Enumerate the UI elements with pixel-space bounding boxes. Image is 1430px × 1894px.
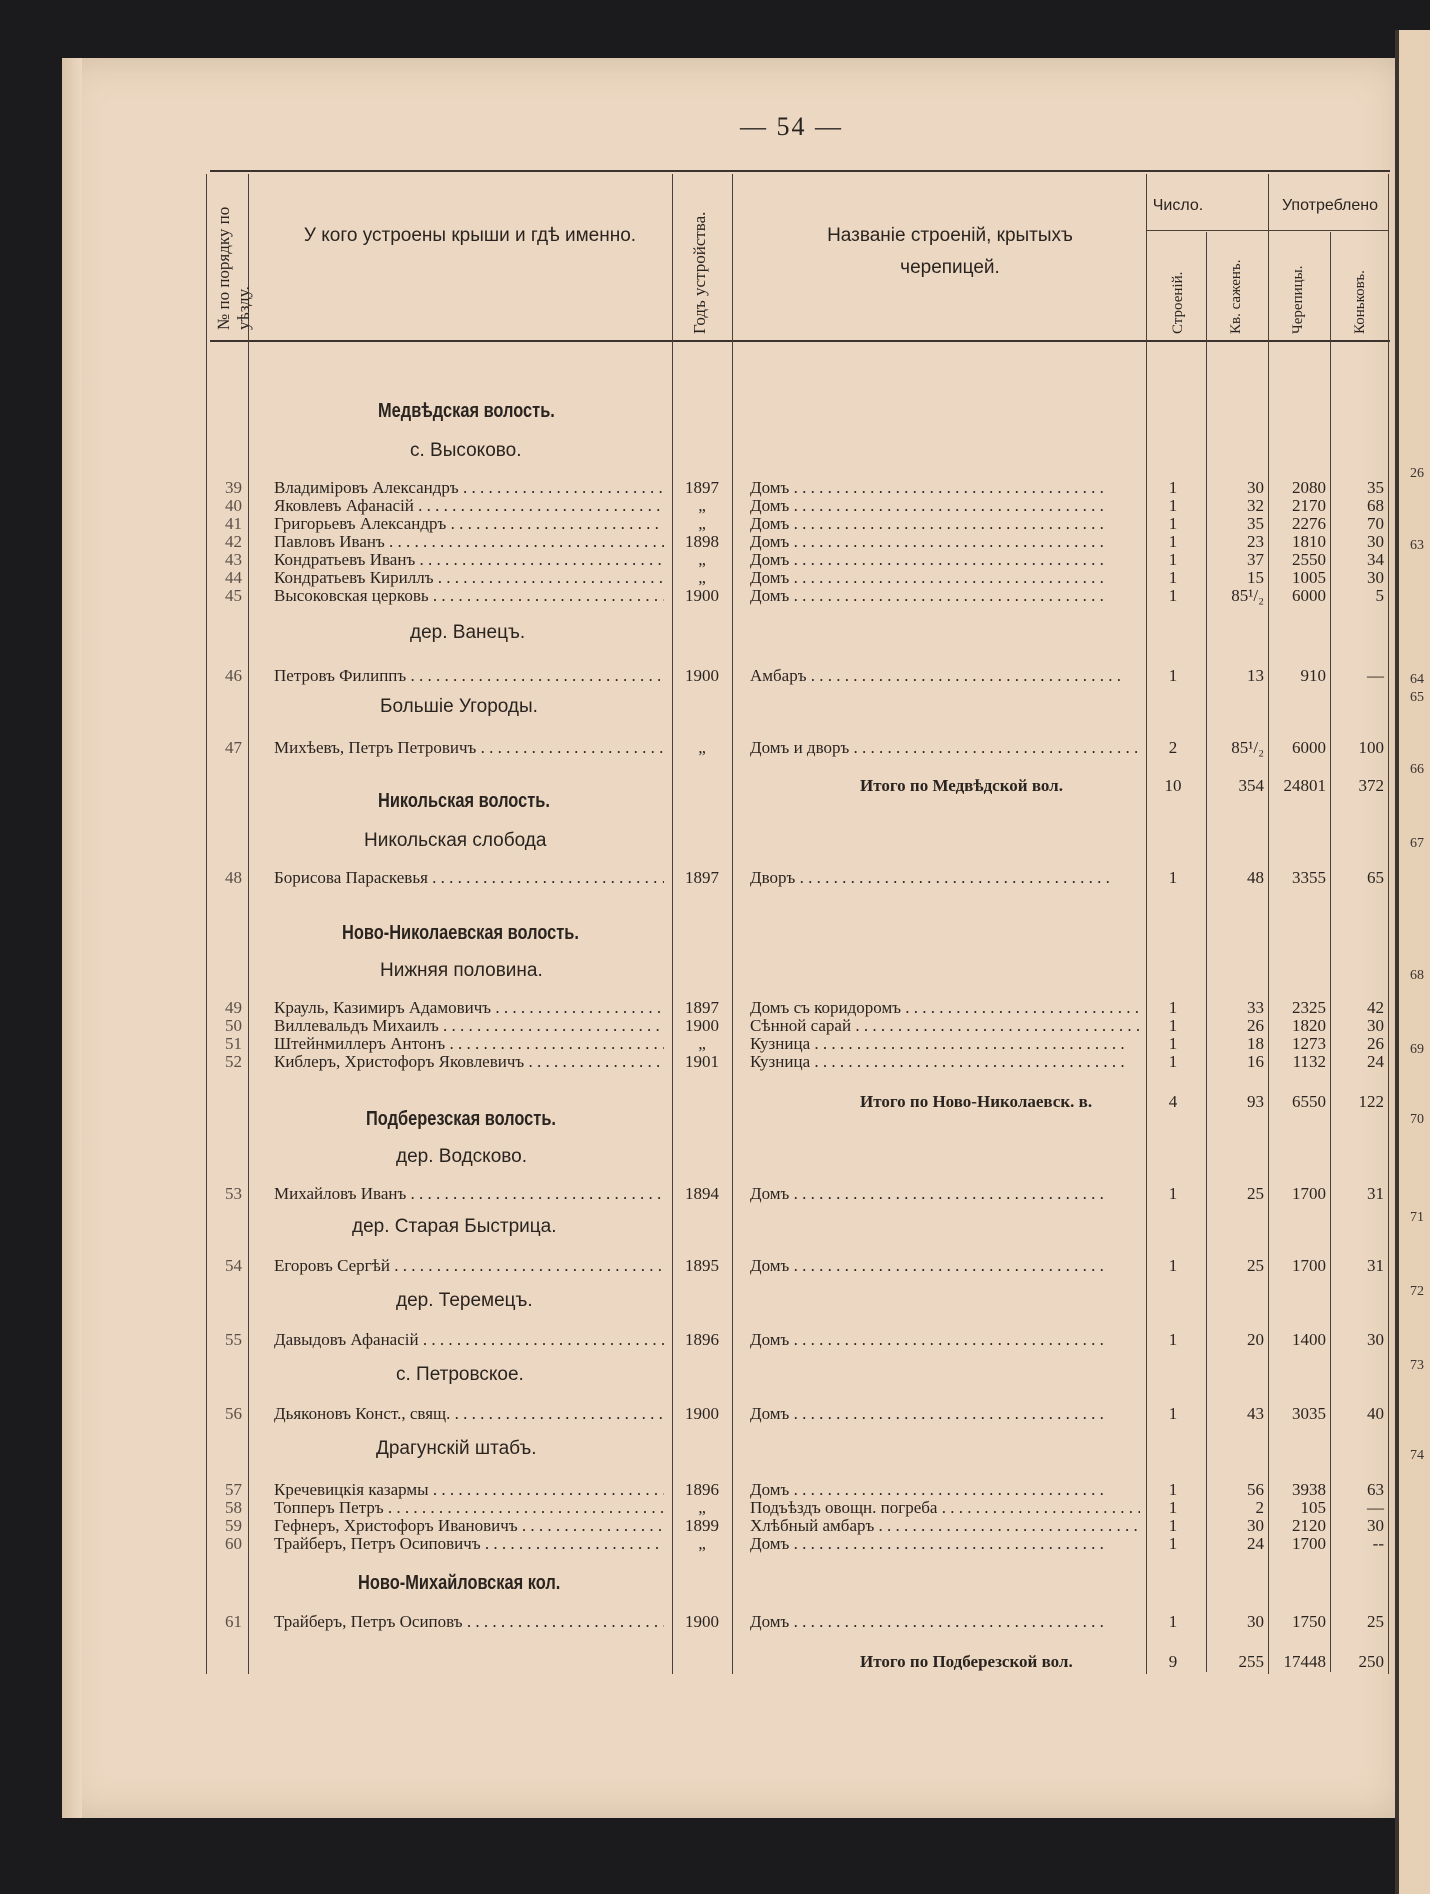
building-type: Амбаръ . . . (750, 666, 1140, 686)
tiles-count: 2276 (1292, 514, 1326, 533)
tiles-count: 2120 (1292, 1516, 1326, 1535)
ridge-count: 30 (1367, 1330, 1384, 1349)
area-sazhen: 26 (1247, 1016, 1264, 1035)
tiles-count: 6000 (1292, 738, 1326, 757)
buildings-count: 1 (1168, 1480, 1178, 1499)
row-number: 52 (225, 1052, 242, 1071)
header-col-buildings: Строеній. (1170, 271, 1186, 334)
area-sazhen: 23 (1247, 532, 1264, 551)
owner-name: Михайловъ Иванъ . . . (274, 1184, 664, 1204)
row-number: 45 (225, 586, 242, 605)
row-number: 61 (225, 1612, 242, 1631)
tiles-count: 3938 (1292, 1480, 1326, 1499)
owner-name: Кондратьевъ Иванъ . . . (274, 550, 664, 570)
next-page-edge (1395, 30, 1430, 1894)
area-sazhen: 85¹/₂ (1231, 586, 1264, 605)
area-sazhen: 30 (1247, 1612, 1264, 1631)
owner-name: Кречевицкія казармы . . . (274, 1480, 664, 1500)
building-type: Домъ . . . (750, 478, 1140, 498)
year-built: 1901 (685, 1052, 719, 1071)
page-edge (62, 58, 82, 1818)
table-header-rule (210, 340, 1390, 342)
section-title: Медвѣдская волость. (378, 400, 555, 422)
buildings-count: 1 (1168, 666, 1178, 685)
area-sazhen: 33 (1247, 998, 1264, 1017)
page-number: — 54 — (740, 112, 843, 141)
building-type: Домъ . . . (750, 1480, 1140, 1500)
margin-number: 74 (1410, 1448, 1424, 1463)
ridge-count: 24 (1367, 1052, 1384, 1071)
building-type: Домъ и дворъ . . . (750, 738, 1140, 758)
year-built: 1895 (685, 1256, 719, 1275)
tiles-count: 1400 (1292, 1330, 1326, 1349)
year-built: 1896 (685, 1480, 719, 1499)
tiles-count: 1005 (1292, 568, 1326, 587)
area-sazhen: 15 (1247, 568, 1264, 587)
header-col-tiles: Черепицы. (1290, 265, 1306, 334)
col-line (1146, 174, 1147, 1674)
owner-name: Егоровъ Сергѣй . . . (274, 1256, 664, 1276)
owner-name: Григорьевъ Александръ . . . (274, 514, 664, 534)
tiles-count: 105 (1300, 1498, 1326, 1517)
area-sazhen: 35 (1247, 514, 1264, 533)
header-col-year: Годъ устройства. (690, 211, 709, 334)
building-type: Подъѣздъ овощн. погреба . . . (750, 1498, 1140, 1518)
owner-name: Виллевальдъ Михаилъ . . . (274, 1016, 664, 1036)
year-built: 1897 (685, 478, 719, 497)
area-sazhen: 37 (1247, 550, 1264, 569)
tiles-count: 6000 (1292, 586, 1326, 605)
area-sazhen: 32 (1247, 496, 1264, 515)
row-number: 48 (225, 868, 242, 887)
ridge-count: 25 (1367, 1612, 1384, 1631)
year-built: 1900 (685, 1016, 719, 1035)
margin-number: 69 (1410, 1042, 1424, 1057)
ridge-count: 31 (1367, 1256, 1384, 1275)
building-type: Домъ съ коридоромъ . . . (750, 998, 1140, 1018)
total-label: Итого по Ново-Николаевск. в. (860, 1092, 1093, 1111)
margin-number: 70 (1410, 1112, 1424, 1127)
row-number: 53 (225, 1184, 242, 1203)
ridge-count: 63 (1367, 1480, 1384, 1499)
year-built: „ (698, 738, 706, 757)
year-built: „ (698, 568, 706, 587)
col-line (1206, 232, 1207, 1672)
place-title: с. Высоково. (410, 440, 522, 461)
ridge-count: 5 (1375, 586, 1384, 605)
place-title: Никольская слобода (364, 830, 547, 851)
owner-name: Петровъ Филиппъ . . . (274, 666, 664, 686)
row-number: 46 (225, 666, 242, 685)
total-tiles: 17448 (1283, 1652, 1326, 1671)
buildings-count: 1 (1168, 868, 1178, 887)
ridge-count: 34 (1367, 550, 1384, 569)
section-title: Подберезская волость. (366, 1108, 556, 1130)
ridge-count: 65 (1367, 868, 1384, 887)
buildings-count: 1 (1168, 998, 1178, 1017)
ridge-count: 100 (1358, 738, 1384, 757)
area-sazhen: 25 (1247, 1184, 1264, 1203)
row-number: 59 (225, 1516, 242, 1535)
total-ridge: 122 (1358, 1092, 1384, 1111)
year-built: 1900 (685, 586, 719, 605)
row-number: 40 (225, 496, 242, 515)
tiles-count: 1700 (1292, 1256, 1326, 1275)
building-type: Домъ . . . (750, 1612, 1140, 1632)
area-sazhen: 24 (1247, 1534, 1264, 1553)
total-area: 354 (1238, 776, 1264, 795)
header-col-owner: У кого устроены крыши и гдѣ именно. (303, 225, 637, 246)
buildings-count: 1 (1168, 1516, 1178, 1535)
building-type: Домъ . . . (750, 550, 1140, 570)
row-number: 41 (225, 514, 242, 533)
ridge-count: 70 (1367, 514, 1384, 533)
tiles-count: 910 (1300, 666, 1326, 685)
area-sazhen: 43 (1247, 1404, 1264, 1423)
total-ridge: 372 (1358, 776, 1384, 795)
owner-name: Яковлевъ Афанасій . . . (274, 496, 664, 516)
header-col-ridge: Коньковъ. (1352, 270, 1368, 334)
buildings-count: 1 (1168, 1498, 1178, 1517)
year-built: 1900 (685, 666, 719, 685)
buildings-count: 1 (1168, 514, 1178, 533)
margin-number: 26 (1410, 466, 1424, 481)
year-built: 1900 (685, 1404, 719, 1423)
owner-name: Трайберъ, Петръ Осиповъ . . . (274, 1612, 664, 1632)
building-type: Домъ . . . (750, 514, 1140, 534)
year-built: 1896 (685, 1330, 719, 1349)
owner-name: Крауль, Казимиръ Адамовичъ . . . (274, 998, 664, 1018)
row-number: 50 (225, 1016, 242, 1035)
building-type: Дворъ . . . (750, 868, 1140, 888)
tiles-count: 2170 (1292, 496, 1326, 515)
buildings-count: 1 (1168, 1052, 1178, 1071)
ridge-count: 40 (1367, 1404, 1384, 1423)
tiles-count: 1700 (1292, 1534, 1326, 1553)
ridge-count: 30 (1367, 1516, 1384, 1535)
buildings-count: 2 (1168, 738, 1178, 757)
total-area: 93 (1247, 1092, 1264, 1111)
building-type: Домъ . . . (750, 1534, 1140, 1554)
building-type: Домъ . . . (750, 532, 1140, 552)
year-built: 1900 (685, 1612, 719, 1631)
section-title: Никольская волость. (378, 790, 550, 812)
buildings-count: 1 (1168, 1034, 1178, 1053)
ridge-count: 30 (1367, 1016, 1384, 1035)
header-col-building: Названіе строеній, крытыхъ черепицей. (827, 225, 1073, 279)
row-number: 44 (225, 568, 242, 587)
place-title: дер. Водсково. (396, 1146, 528, 1167)
tiles-count: 3355 (1292, 868, 1326, 887)
owner-name: Высоковская церковь . . . (274, 586, 664, 606)
buildings-count: 1 (1168, 1256, 1178, 1275)
total-area: 255 (1238, 1652, 1264, 1671)
tiles-count: 2550 (1292, 550, 1326, 569)
buildings-count: 1 (1168, 1184, 1178, 1203)
row-number: 60 (225, 1534, 242, 1553)
total-label: Итого по Медвѣдской вол. (860, 776, 1063, 795)
total-tiles: 6550 (1292, 1092, 1326, 1111)
year-built: „ (698, 496, 706, 515)
header-group-count: Число. (1152, 197, 1204, 214)
owner-name: Топперъ Петръ . . . (274, 1498, 664, 1518)
ridge-count: 42 (1367, 998, 1384, 1017)
col-line (206, 174, 207, 1674)
building-type: Кузница . . . (750, 1052, 1140, 1072)
margin-number: 72 (1410, 1284, 1424, 1299)
row-number: 43 (225, 550, 242, 569)
header-col-area: Кв. саженъ. (1228, 259, 1244, 334)
building-type: Домъ . . . (750, 496, 1140, 516)
buildings-count: 1 (1168, 1330, 1178, 1349)
row-number: 54 (225, 1256, 242, 1275)
margin-number: 64 (1410, 672, 1424, 687)
owner-name: Гефнеръ, Христофоръ Ивановичъ . . . (274, 1516, 664, 1536)
area-sazhen: 2 (1255, 1498, 1264, 1517)
total-label: Итого по Подберезской вол. (860, 1652, 1073, 1671)
building-type: Сѣнной сарай . . . (750, 1016, 1140, 1036)
building-type: Домъ . . . (750, 1256, 1140, 1276)
place-title: дер. Старая Быстрица. (352, 1216, 557, 1237)
building-type: Домъ . . . (750, 586, 1140, 606)
row-number: 42 (225, 532, 242, 551)
tiles-count: 2080 (1292, 478, 1326, 497)
row-number: 51 (225, 1034, 242, 1053)
margin-number: 67 (1410, 836, 1424, 851)
margin-number: 65 (1410, 690, 1424, 705)
buildings-count: 1 (1168, 532, 1178, 551)
buildings-count: 1 (1168, 1534, 1178, 1553)
section-title: Ново-Михайловская кол. (358, 1572, 561, 1594)
tiles-count: 1820 (1292, 1016, 1326, 1035)
total-buildings: 9 (1168, 1652, 1178, 1671)
ridge-count: — (1367, 1498, 1384, 1517)
area-sazhen: 30 (1247, 478, 1264, 497)
row-number: 47 (225, 738, 242, 757)
total-tiles: 24801 (1283, 776, 1326, 795)
tiles-count: 2325 (1292, 998, 1326, 1017)
buildings-count: 1 (1168, 586, 1178, 605)
area-sazhen: 16 (1247, 1052, 1264, 1071)
owner-name: Давыдовъ Афанасій . . . (274, 1330, 664, 1350)
section-title: Ново-Николаевская волость. (342, 922, 579, 944)
owner-name: Трайберъ, Петръ Осиповичъ . . . (274, 1534, 664, 1554)
table-top-rule (210, 170, 1390, 172)
total-buildings: 10 (1164, 776, 1182, 795)
year-built: 1894 (685, 1184, 719, 1203)
area-sazhen: 20 (1247, 1330, 1264, 1349)
owner-name: Михѣевъ, Петръ Петровичъ . . . (274, 738, 664, 758)
area-sazhen: 85¹/₂ (1231, 738, 1264, 757)
building-type: Домъ . . . (750, 1404, 1140, 1424)
buildings-count: 1 (1168, 1612, 1178, 1631)
tiles-count: 1132 (1292, 1052, 1326, 1071)
year-built: 1898 (685, 532, 719, 551)
header-group-used: Употреблено (1281, 197, 1378, 214)
place-title: дер. Ванецъ. (410, 622, 526, 643)
owner-name: Владиміровъ Александръ . . . (274, 478, 664, 498)
area-sazhen: 30 (1247, 1516, 1264, 1535)
area-sazhen: 18 (1247, 1034, 1264, 1053)
place-title: дер. Теремецъ. (396, 1290, 533, 1311)
ridge-count: — (1367, 666, 1384, 685)
year-built: „ (698, 1534, 706, 1553)
ridge-count: 31 (1367, 1184, 1384, 1203)
buildings-count: 1 (1168, 496, 1178, 515)
tiles-count: 1810 (1292, 532, 1326, 551)
buildings-count: 1 (1168, 568, 1178, 587)
ridge-count: 68 (1367, 496, 1384, 515)
ridge-count: 30 (1367, 568, 1384, 587)
area-sazhen: 56 (1247, 1480, 1264, 1499)
place-title: Нижняя половина. (380, 960, 543, 981)
building-type: Домъ . . . (750, 568, 1140, 588)
header-col-no: № по порядку по уѣзду. (214, 206, 253, 330)
buildings-count: 1 (1168, 550, 1178, 569)
place-title: Драгунскій штабъ. (376, 1438, 537, 1459)
total-ridge: 250 (1358, 1652, 1384, 1671)
row-number: 57 (225, 1480, 242, 1499)
row-number: 55 (225, 1330, 242, 1349)
row-number: 39 (225, 478, 242, 497)
buildings-count: 1 (1168, 1016, 1178, 1035)
row-number: 58 (225, 1498, 242, 1517)
ridge-count: 30 (1367, 532, 1384, 551)
owner-name: Штейнмиллеръ Антонъ . . . (274, 1034, 664, 1054)
year-built: „ (698, 1498, 706, 1517)
group-header-rule (1146, 230, 1388, 231)
margin-number: 66 (1410, 762, 1424, 777)
buildings-count: 1 (1168, 1404, 1178, 1423)
year-built: 1899 (685, 1516, 719, 1535)
owner-name: Павловъ Иванъ . . . (274, 532, 664, 552)
col-line (672, 174, 673, 1674)
tiles-count: 1750 (1292, 1612, 1326, 1631)
year-built: „ (698, 514, 706, 533)
ridge-count: -- (1372, 1534, 1384, 1553)
margin-number: 73 (1410, 1358, 1424, 1373)
year-built: 1897 (685, 868, 719, 887)
col-line (1268, 174, 1269, 1674)
owner-name: Кондратьевъ Кириллъ . . . (274, 568, 664, 588)
owner-name: Борисова Параскевья . . . (274, 868, 664, 888)
buildings-count: 1 (1168, 478, 1178, 497)
col-line (1388, 174, 1389, 1674)
margin-number: 68 (1410, 968, 1424, 983)
area-sazhen: 48 (1247, 868, 1264, 887)
ridge-count: 35 (1367, 478, 1384, 497)
ridge-count: 26 (1367, 1034, 1384, 1053)
col-line (1330, 232, 1331, 1672)
year-built: „ (698, 1034, 706, 1053)
area-sazhen: 25 (1247, 1256, 1264, 1275)
tiles-count: 1273 (1292, 1034, 1326, 1053)
building-type: Хлѣбный амбаръ . . . (750, 1516, 1140, 1536)
margin-number: 63 (1410, 538, 1424, 553)
row-number: 49 (225, 998, 242, 1017)
row-number: 56 (225, 1404, 242, 1423)
building-type: Кузница . . . (750, 1034, 1140, 1054)
col-line (732, 174, 733, 1674)
total-buildings: 4 (1168, 1092, 1178, 1111)
year-built: 1897 (685, 998, 719, 1017)
place-title: с. Петровское. (396, 1364, 524, 1385)
owner-name: Киблеръ, Христофоръ Яковлевичъ . . . (274, 1052, 664, 1072)
building-type: Домъ . . . (750, 1184, 1140, 1204)
owner-name: Дьяконовъ Конст., свящ. . . . (274, 1404, 664, 1424)
col-line (248, 174, 249, 1674)
tiles-count: 3035 (1292, 1404, 1326, 1423)
margin-number: 71 (1410, 1210, 1424, 1225)
area-sazhen: 13 (1247, 666, 1264, 685)
tiles-count: 1700 (1292, 1184, 1326, 1203)
building-type: Домъ . . . (750, 1330, 1140, 1350)
year-built: „ (698, 550, 706, 569)
place-title: Большіе Угороды. (380, 696, 538, 717)
